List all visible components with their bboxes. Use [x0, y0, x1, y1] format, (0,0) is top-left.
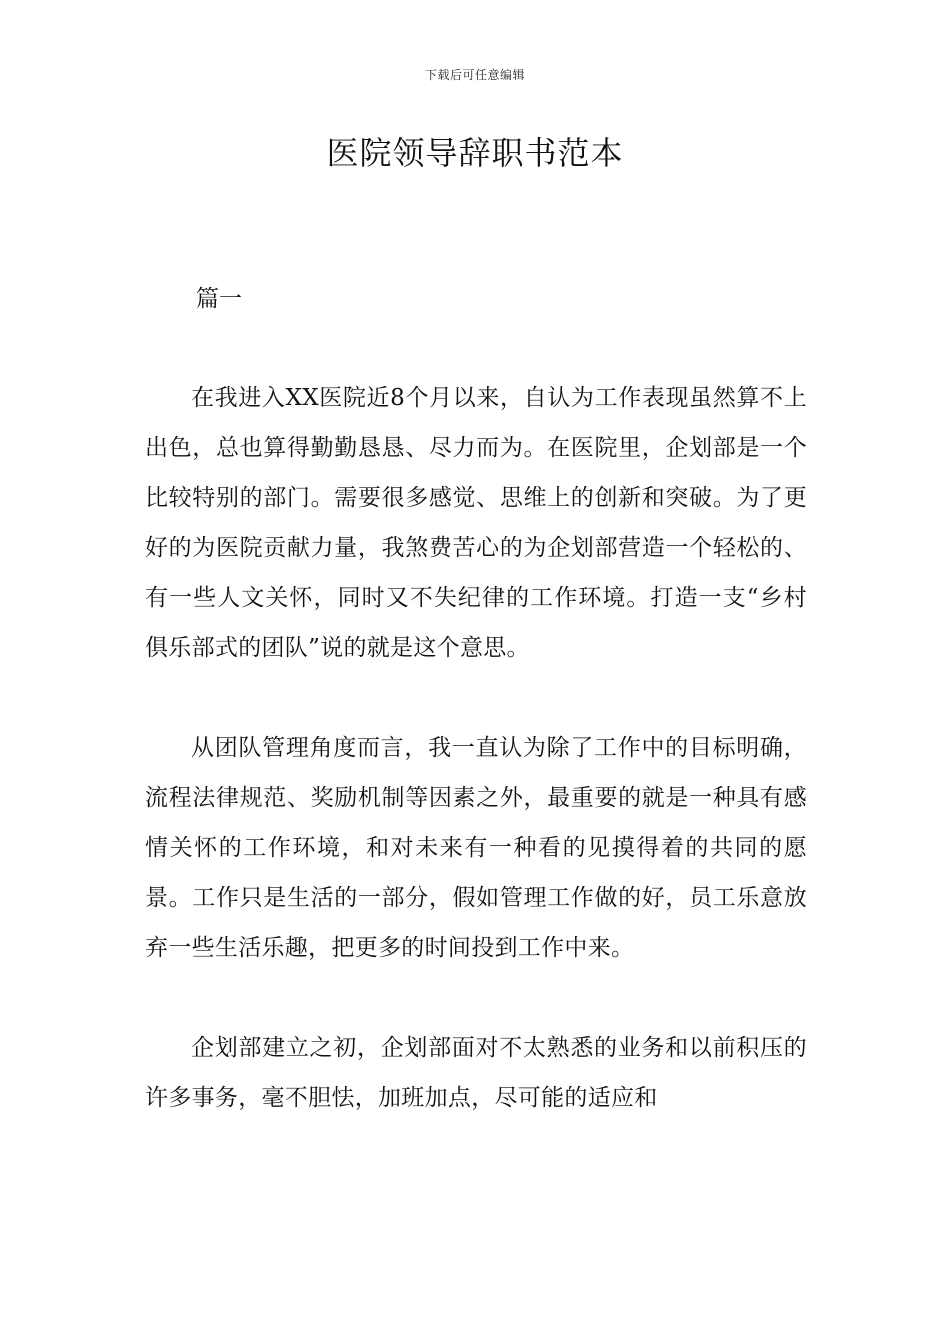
section-heading: 篇一 [196, 286, 242, 312]
paragraph-1: 在我进入XX医院近8个月以来，自认为工作表现虽然算不上出色，总也算得勤勤恳恳、尽力而为。在医院里，企划部是一个比较特别的部门。需要很多感觉、思维上的创新和突破。为了更好的为医院贡献力量，我煞费苦心的为企划部营造一个轻松的、有一些人文关怀，同时又不失纪律的工作环境。打造一支“乡村俱乐部式的团队”说的就是这个意思。 [145, 385, 807, 661]
paragraph-3: 企划部建立之初，企划部面对不太熟悉的业务和以前积压的许多事务，毫不胆怯，加班加点，尽可能的适应和 [145, 1035, 807, 1111]
header-note: 下载后可任意编辑 [424, 68, 525, 82]
paragraph-2: 从团队管理角度而言，我一直认为除了工作中的目标明确，流程法律规范、奖励机制等因素之外，最重要的就是一种具有感情关怀的工作环境，和对未来有一种看的见摸得着的共同的愿景。工作只是生活的一部分，假如管理工作做的好，员工乐意放弃一些生活乐趣，把更多的时间投到工作中来。 [145, 735, 807, 961]
document-body [145, 373, 807, 1173]
document-title: 医院领导辞职书范本 [326, 134, 624, 172]
